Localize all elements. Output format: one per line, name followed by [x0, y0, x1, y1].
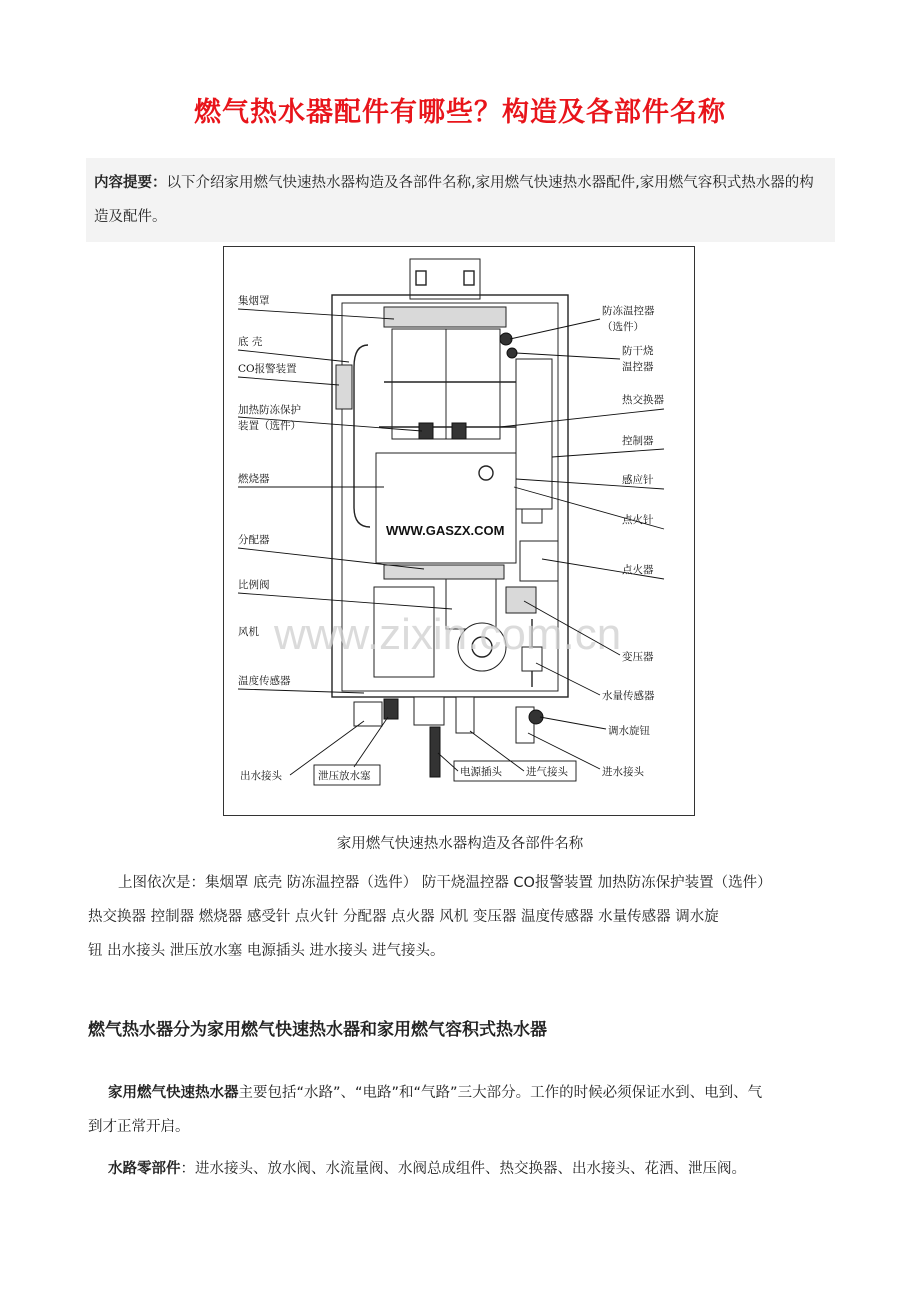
paragraph-intro	[88, 1076, 848, 1110]
summary-label: 内容提要：	[94, 175, 167, 191]
label-sensor-pin: 感应针	[622, 474, 654, 486]
outlet-fitting-shape	[354, 702, 382, 726]
label-fan: 风机	[238, 626, 259, 638]
parts-line-2: 热交换器 控制器 燃烧器 感受针 点火针 分配器 点火器 风机 变压器 温度传感器 水量传感器 调水旋	[88, 909, 719, 925]
label-transformer: 变压器	[622, 651, 654, 663]
document-title: 燃气热水器配件有哪些？构造及各部件名称	[194, 97, 726, 128]
label-antifreeze-2: （选件）	[602, 321, 644, 333]
power-plug-shape	[430, 727, 440, 777]
summary-text: 以下介绍家用燃气快速热水器构造及各部件名称,家用燃气快速热水器配件,家用燃气容积式热水器的构造及配件。	[94, 175, 814, 225]
parts-line-3: 钮 出水接头 泄压放水塞 电源插头 进水接头 进气接头。	[88, 943, 445, 959]
label-heat-protect-2: 装置（选件）	[238, 420, 301, 432]
intro-text: 主要包括“水路”、“电路”和“气路”三大部分。工作的时候必须保证水到、电到、气	[238, 1085, 763, 1101]
leader-co-alarm	[238, 377, 339, 385]
label-prop-valve: 比例阀	[238, 579, 270, 591]
leader-water-knob	[540, 717, 606, 729]
summary-box	[86, 158, 835, 242]
label-gas-inlet: 进气接头	[526, 766, 568, 778]
label-dryburn-1: 防干烧	[622, 345, 654, 357]
label-power-plug: 电源插头	[460, 766, 502, 778]
label-burner: 燃烧器	[238, 473, 270, 485]
flue-hood-shape	[384, 307, 506, 327]
label-igniter: 点火器	[622, 564, 654, 576]
controller-shape	[516, 359, 552, 509]
leader-antifreeze	[510, 319, 600, 339]
leader-water-inlet	[528, 733, 600, 769]
pipe-left-shape	[354, 345, 370, 527]
water-parts-text: ：进水接头、放水阀、水流量阀、水阀总成组件、热交换器、出水接头、花洒、泄压阀。	[180, 1161, 746, 1177]
label-drain-plug: 泄压放水塞	[318, 770, 371, 782]
water-parts-bold: 水路零部件	[108, 1161, 181, 1177]
label-co-alarm: CO报警装置	[238, 363, 297, 375]
leader-power-plug	[438, 753, 458, 771]
label-water-outlet: 出水接头	[240, 770, 282, 782]
heater-coil-right	[452, 423, 466, 439]
label-flue-hood: 集烟罩	[238, 295, 270, 307]
label-heat-protect-1: 加热防冻保护	[238, 404, 301, 416]
label-heat-exchanger: 热交换器	[622, 394, 664, 406]
label-temp-sensor: 温度传感器	[238, 675, 291, 687]
paragraph-parts-list	[88, 866, 848, 900]
intro-bold: 家用燃气快速热水器	[108, 1085, 239, 1101]
label-water-sensor: 水量传感器	[602, 690, 655, 702]
section-heading: 燃气热水器分为家用燃气快速热水器和家用燃气容积式热水器	[88, 1020, 547, 1040]
label-controller: 控制器	[622, 435, 654, 447]
label-dryburn-2: 温控器	[622, 361, 654, 373]
label-ignition-pin: 点火针	[622, 514, 654, 526]
flue-outlet-shape	[410, 259, 480, 299]
paragraph-intro-cont	[88, 1110, 848, 1144]
burner-shape	[376, 453, 516, 563]
co-alarm-shape	[336, 365, 352, 409]
url-mark: WWW.GASZX.COM	[386, 523, 505, 538]
water-heater-diagram	[223, 246, 695, 816]
dry-burn-thermostat-shape	[507, 348, 517, 358]
label-antifreeze-1: 防冻温控器	[602, 305, 655, 317]
leader-flue-hood	[238, 309, 394, 319]
gas-fitting-shape	[456, 697, 474, 733]
drain-plug-shape	[384, 699, 398, 719]
figure-caption: 家用燃气快速热水器构造及各部件名称	[336, 836, 584, 852]
label-water-inlet: 进水接头	[602, 766, 644, 778]
parts-line-1: 上图依次是：集烟罩 底壳 防冻温控器（选件） 防干烧温控器 CO报警装置 加热防冻保护装置（选件）	[118, 875, 772, 891]
label-base-shell: 底 壳	[238, 336, 263, 348]
diagram-svg	[224, 247, 694, 815]
bracket-shape	[414, 697, 444, 725]
controller-foot	[522, 509, 542, 523]
paragraph-water-parts	[88, 1152, 848, 1186]
watermark: www.zixin.com.cn	[274, 610, 622, 659]
leader-water-outlet	[290, 721, 364, 775]
distributor-shape	[384, 565, 504, 579]
paragraph-parts-list-cont	[88, 900, 848, 968]
label-water-knob: 调水旋钮	[608, 725, 650, 737]
intro-line2: 到才正常开启。	[88, 1119, 190, 1135]
label-distributor: 分配器	[238, 534, 270, 546]
leader-controller	[552, 449, 664, 457]
